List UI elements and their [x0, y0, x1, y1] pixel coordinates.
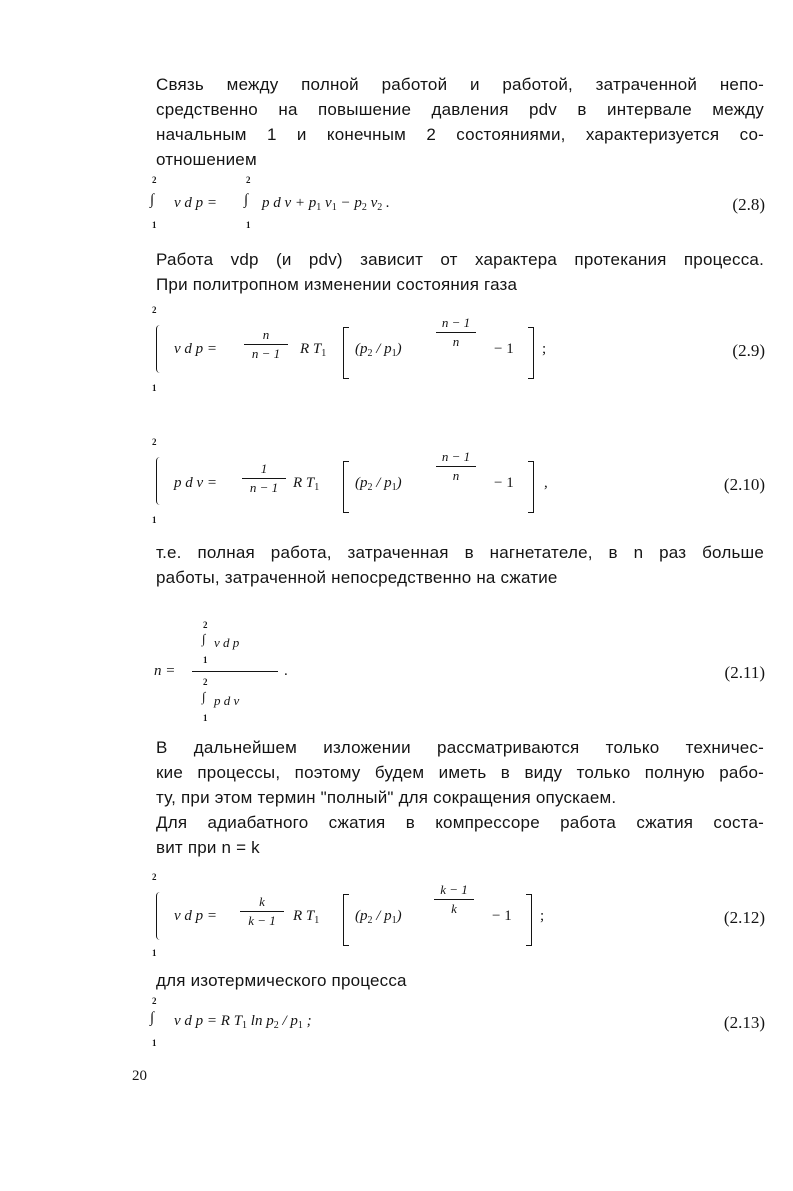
text-line: работы, затраченной непосредственно на сжатие [156, 568, 558, 587]
text-line: для изотермического процесса [156, 971, 407, 990]
exponent-fraction: n − 1 n [436, 315, 476, 350]
numerator: v d p [214, 635, 240, 650]
integral-sign [156, 325, 163, 373]
right-bracket [528, 461, 534, 513]
text-line: Связь между полной работой и работой, затраченной непо- [156, 75, 764, 94]
equation-2-8 [140, 175, 765, 235]
gas-constant-term: R $T_1$ [300, 341, 327, 359]
integral-lower-limit: 1 [152, 515, 157, 525]
text-line: В дальнейшем изложении рассматриваются только техничес- [156, 738, 764, 757]
integral-upper-limit: 2 [203, 677, 208, 687]
integral-sign [156, 457, 163, 505]
integral-lower-limit: 1 [203, 655, 208, 665]
integral-upper-limit: 2 [246, 175, 251, 185]
gas-constant-term: R $T_1$ [293, 908, 320, 926]
page-number: 20 [132, 1068, 147, 1084]
paragraph-isothermal [156, 968, 764, 993]
fraction: k k − 1 [240, 894, 284, 929]
integral-lower-limit: 1 [152, 383, 157, 393]
text-line: т.е. полная работа, затраченная в нагнетателе, в n раз больше [156, 543, 764, 562]
equation-lhs: n = [154, 663, 176, 679]
equation-number: (2.13) [723, 1013, 765, 1032]
equation-2-9 [140, 305, 765, 400]
equation-lhs: p d v = [174, 475, 218, 491]
paragraph-work [156, 247, 764, 297]
equation-end: . [284, 663, 288, 679]
pressure-ratio: $(p_2 / p_1)$ [355, 475, 402, 493]
integral-sign: ∫ [244, 192, 249, 208]
paragraph-ratio [156, 540, 764, 590]
pressure-ratio: $(p_2 / p_1)$ [355, 341, 402, 359]
equation-2-12 [140, 872, 765, 962]
integral-sign: ∫ [150, 192, 155, 208]
integral-lower-limit: 1 [246, 220, 251, 230]
integral-lower-limit: 1 [152, 220, 157, 230]
text-line: средственно на повышение давления pdv в интервале между [156, 100, 764, 119]
text-line: При политропном изменении состояния газа [156, 275, 518, 294]
equation-2-13 [140, 996, 765, 1052]
denominator: p d v [214, 693, 240, 708]
text-line: вит при n = k [156, 838, 260, 857]
integral-sign: ∫ [202, 631, 206, 646]
integral-sign: ∫ [202, 689, 206, 704]
equation-end: , [544, 475, 548, 491]
equation-lhs: v d p = [174, 341, 218, 357]
integral-upper-limit: 2 [152, 872, 157, 882]
integral-upper-limit: 2 [203, 620, 208, 630]
paragraph-technical [156, 735, 764, 860]
equation-2-11 [140, 620, 765, 730]
equation-number: (2.12) [723, 908, 765, 927]
paragraph-intro [156, 72, 764, 172]
equation-number: (2.8) [732, 195, 765, 214]
integral-upper-limit: 2 [152, 175, 157, 185]
right-bracket [528, 327, 534, 379]
equation-body: v d p = R $T_1$ $\ln p_2 / p_1$ ; [174, 1013, 312, 1031]
equation-end: ; [540, 908, 545, 924]
integral-lower-limit: 1 [203, 713, 208, 723]
text-line: кие процессы, поэтому будем иметь в виду только полную рабо- [156, 763, 764, 782]
fraction-bar [192, 671, 278, 672]
gas-constant-term: R $T_1$ [293, 475, 320, 493]
text-line: ту, при этом термин "полный" для сокращения опускаем. [156, 788, 617, 807]
left-bracket [343, 461, 349, 513]
equation-lhs: v d p = [174, 908, 218, 924]
minus-one: − 1 [492, 908, 512, 924]
equation-end: ; [542, 341, 547, 357]
fraction: 1 n − 1 [242, 461, 286, 496]
equation-number: (2.11) [724, 663, 765, 682]
text-line: начальным 1 и конечным 2 состояниями, характеризуется со- [156, 125, 764, 144]
left-bracket [343, 894, 349, 946]
left-bracket [343, 327, 349, 379]
minus-one: − 1 [494, 341, 514, 357]
equation-2-10 [140, 437, 765, 532]
text-line: Работа vdp (и pdv) зависит от характера протекания процесса. [156, 250, 764, 269]
pressure-ratio: $(p_2 / p_1)$ [355, 908, 402, 926]
right-bracket [526, 894, 532, 946]
integral-upper-limit: 2 [152, 437, 157, 447]
equation-rhs: p d $v + p_1$ $v_1 - p_2$ $v_2$ . [262, 195, 390, 213]
integral-upper-limit: 2 [152, 305, 157, 315]
integral-sign: ∫ [150, 1010, 155, 1026]
exponent-fraction: k − 1 k [434, 882, 474, 917]
text-line: отношением [156, 150, 257, 169]
integral-lower-limit: 1 [152, 948, 157, 958]
integral-upper-limit: 2 [152, 996, 157, 1006]
equation-number: (2.10) [723, 475, 765, 494]
equation-number: (2.9) [732, 341, 765, 360]
integral-sign [156, 892, 163, 940]
fraction: n n − 1 [244, 327, 288, 362]
minus-one: − 1 [494, 475, 514, 491]
integral-lower-limit: 1 [152, 1038, 157, 1048]
text-line: Для адиабатного сжатия в компрессоре работа сжатия соста- [156, 813, 764, 832]
equation-lhs: v d p = [174, 195, 218, 211]
exponent-fraction: n − 1 n [436, 449, 476, 484]
